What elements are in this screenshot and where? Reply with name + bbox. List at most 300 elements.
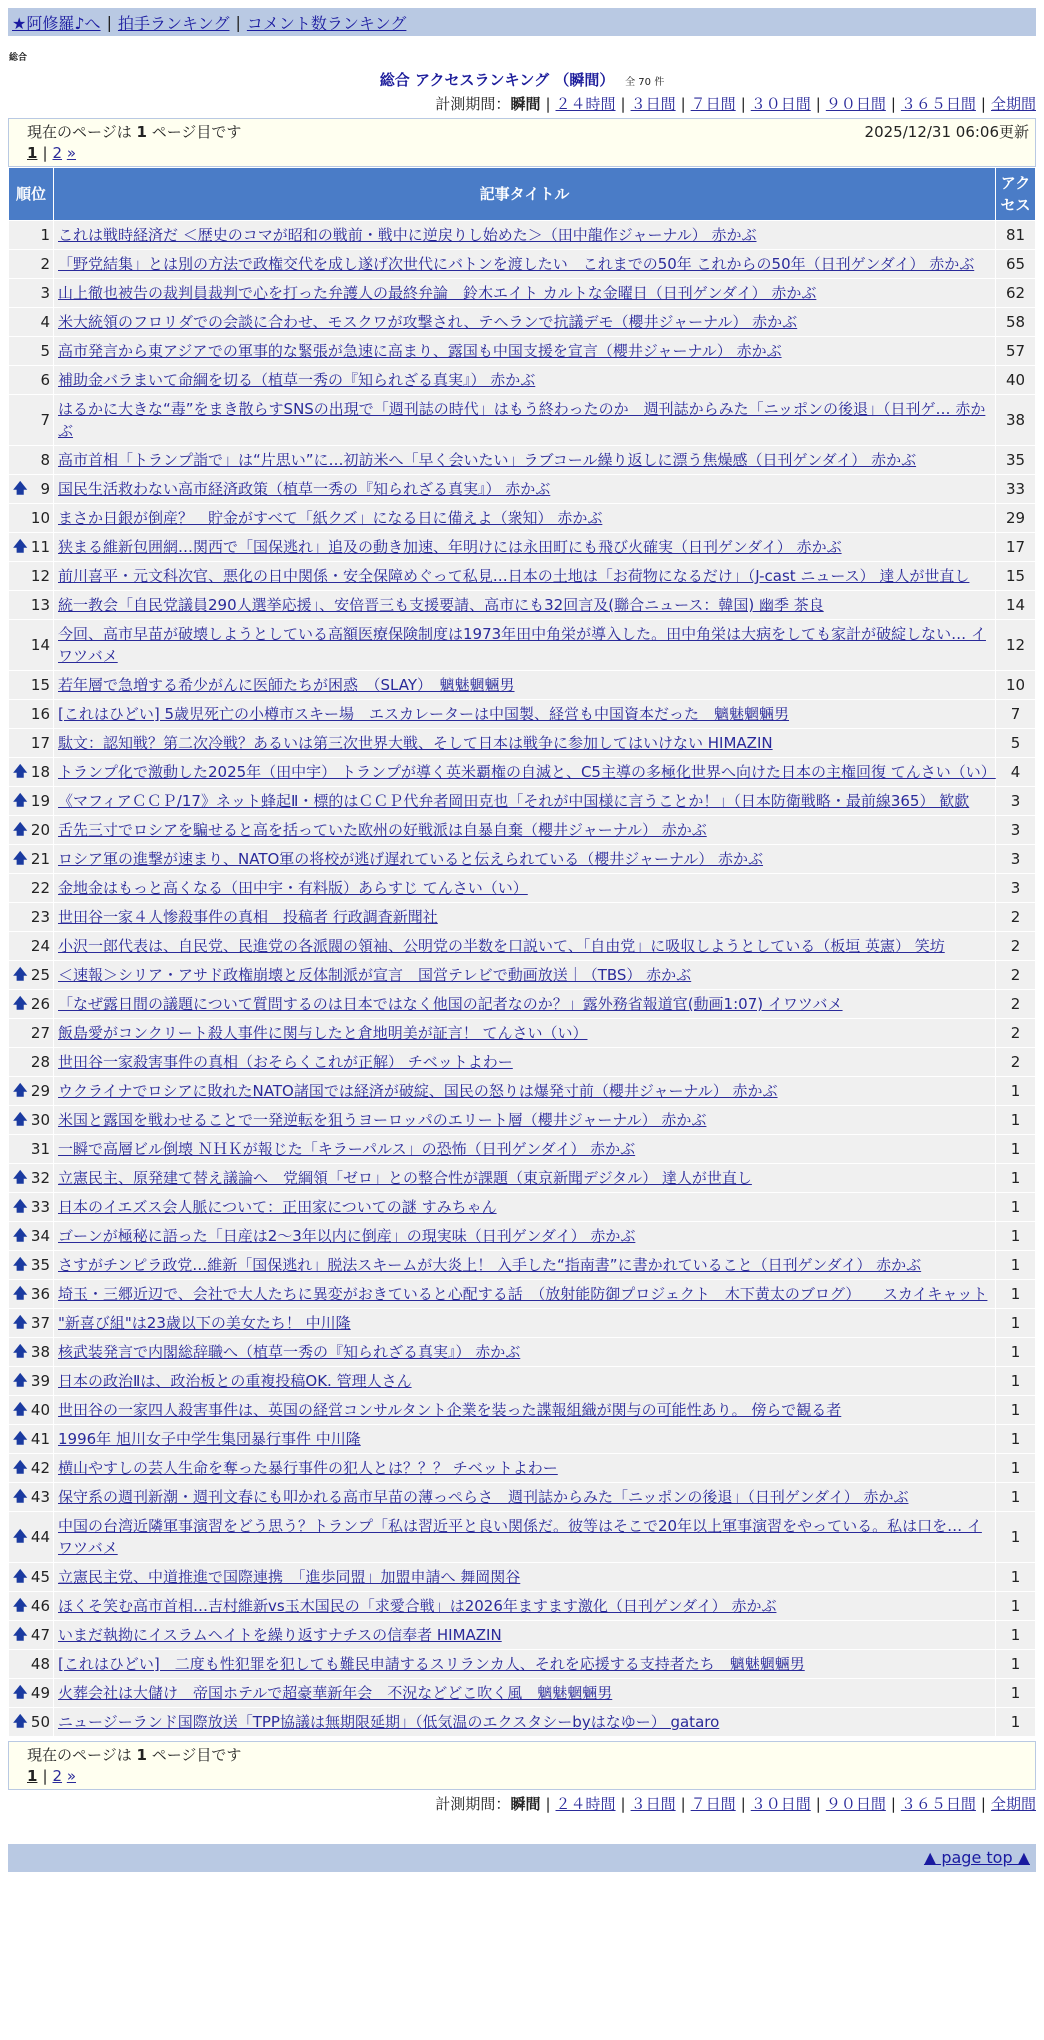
period-link[interactable]: ３６５日間 bbox=[900, 1795, 976, 1813]
article-link[interactable]: 飯島愛がコンクリート殺人事件に関与したと倉地明美が証言！ てんさい（い） bbox=[58, 1024, 588, 1042]
rank-number: 37 bbox=[30, 1314, 50, 1332]
title-cell bbox=[54, 221, 996, 250]
title-cell bbox=[54, 620, 996, 671]
table-row bbox=[9, 395, 1036, 446]
rank-cell bbox=[9, 591, 54, 620]
rank-cell bbox=[9, 1048, 54, 1077]
rank-number: 15 bbox=[30, 676, 50, 694]
title-cell bbox=[54, 1512, 996, 1563]
table-row bbox=[9, 1164, 1036, 1193]
access-count: 1 bbox=[996, 1512, 1036, 1563]
article-link[interactable]: [これはひどい] 5歳児死亡の小樽市スキー場 エスカレーターは中国製、経営も中国資本だった 魑魅魍魎男 bbox=[58, 705, 790, 723]
rank-number: 36 bbox=[30, 1285, 50, 1303]
title-cell bbox=[54, 758, 996, 787]
rank-up-arrow-icon: 🡅 bbox=[13, 764, 28, 780]
rank-cell bbox=[9, 1135, 54, 1164]
rank-cell bbox=[9, 1222, 54, 1251]
rank-number: 32 bbox=[30, 1169, 50, 1187]
table-row bbox=[9, 816, 1036, 845]
article-link[interactable]: 日本のイエズス会人脈について：正田家についての謎 すみちゃん bbox=[58, 1198, 497, 1216]
table-row bbox=[9, 990, 1036, 1019]
rank-number: 34 bbox=[30, 1227, 50, 1245]
article-link[interactable]: 狭まる維新包囲網…関西で「国保逃れ」追及の動き加速、年明けには永田町にも飛び火確実（日刊ゲンダイ） 赤かぶ bbox=[58, 538, 842, 556]
page-info-top bbox=[8, 118, 1036, 167]
rank-cell bbox=[9, 903, 54, 932]
rank-cell bbox=[9, 1251, 54, 1280]
rank-cell bbox=[9, 1309, 54, 1338]
access-count: 12 bbox=[996, 620, 1036, 671]
rank-up-arrow-icon: 🡅 bbox=[13, 1598, 28, 1614]
rank-up-arrow-icon: 🡅 bbox=[13, 1315, 28, 1331]
title-cell bbox=[54, 700, 996, 729]
access-count: 1 bbox=[996, 1454, 1036, 1483]
article-link[interactable]: まさか日銀が倒産？ 貯金がすべて「紙クズ」になる日に備えよ（衆知） 赤かぶ bbox=[58, 509, 603, 527]
article-link[interactable]: 金地金はもっと高くなる（田中宇・有料版）あらすじ てんさい（い） bbox=[58, 879, 528, 897]
title-cell bbox=[54, 1309, 996, 1338]
access-count: 3 bbox=[996, 874, 1036, 903]
period-separator: | bbox=[680, 95, 686, 113]
table-row bbox=[9, 1679, 1036, 1708]
rank-up-arrow-icon: 🡅 bbox=[13, 1714, 28, 1730]
period-separator: | bbox=[815, 95, 821, 113]
access-count: 58 bbox=[996, 308, 1036, 337]
access-count: 2 bbox=[996, 932, 1036, 961]
title-cell bbox=[54, 845, 996, 874]
article-link[interactable]: さすがチンピラ政党…維新「国保逃れ」脱法スキームが大炎上！ 入手した“指南書”に書かれていること（日刊ゲンダイ） 赤かぶ bbox=[58, 1256, 922, 1274]
rank-number: 26 bbox=[30, 995, 50, 1013]
title-cell bbox=[54, 874, 996, 903]
rank-number: 45 bbox=[30, 1568, 50, 1586]
rank-cell bbox=[9, 1621, 54, 1650]
article-link[interactable]: 米国と露国を戦わせることで一発逆転を狙うヨーロッパのエリート層（櫻井ジャーナル） 赤かぶ bbox=[58, 1111, 707, 1129]
period-selector-top bbox=[0, 93, 1044, 114]
article-link[interactable]: 保守系の週刊新潮・週刊文春にも叩かれる高市早苗の薄っぺらさ 週刊誌からみた「ニッポンの後退」（日刊ゲンダイ） 赤かぶ bbox=[58, 1488, 909, 1506]
page-text-suffix: ページ目です bbox=[151, 1746, 242, 1764]
title-cell bbox=[54, 308, 996, 337]
period-separator: | bbox=[980, 1795, 986, 1813]
rank-cell bbox=[9, 1454, 54, 1483]
rank-number: 48 bbox=[30, 1655, 50, 1673]
table-row bbox=[9, 1222, 1036, 1251]
table-row bbox=[9, 1483, 1036, 1512]
article-link[interactable]: 高市首相「トランプ詣で」は“片思い”に…初訪米へ「早く会いたい」ラブコール繰り返しに漂う焦燥感（日刊ゲンダイ） 赤かぶ bbox=[58, 451, 917, 469]
rank-number: 5 bbox=[40, 342, 50, 360]
article-link[interactable]: 1996年 旭川女子中学生集団暴行事件 中川隆 bbox=[58, 1430, 361, 1448]
article-link[interactable]: 世田谷一家４人惨殺事件の真相 投稿者 行政調査新聞社 bbox=[58, 908, 438, 926]
title-cell bbox=[54, 1650, 996, 1679]
title-cell bbox=[54, 816, 996, 845]
access-count: 2 bbox=[996, 961, 1036, 990]
rank-number: 20 bbox=[30, 821, 50, 839]
title-cell bbox=[54, 504, 996, 533]
page-top-link[interactable]: ▲ page top ▲ bbox=[923, 1848, 1030, 1867]
rank-number: 12 bbox=[30, 567, 50, 585]
col-title-header: 記事タイトル bbox=[54, 168, 996, 221]
rank-cell bbox=[9, 700, 54, 729]
ranking-header bbox=[0, 69, 1044, 90]
title-cell bbox=[54, 562, 996, 591]
rank-cell bbox=[9, 758, 54, 787]
period-link[interactable]: ３６５日間 bbox=[900, 95, 976, 113]
article-link[interactable]: 横山やすしの芸人生命を奪った暴行事件の犯人とは？？？ チベットよわー bbox=[58, 1459, 558, 1477]
table-row bbox=[9, 903, 1036, 932]
page-number: 1 bbox=[136, 1746, 147, 1764]
access-count: 2 bbox=[996, 990, 1036, 1019]
rank-cell bbox=[9, 279, 54, 308]
article-link[interactable]: 駄文：認知戦？第二次冷戦？あるいは第三次世界大戦、そして日本は戦争に参加してはいけない HIMAZIN bbox=[58, 734, 773, 752]
article-link[interactable]: 埼玉・三郷近辺で、会社で大人たちに異変がおきていると心配する話 （放射能防御プロジェクト 木下黄太のブログ） スカイキャット bbox=[58, 1285, 988, 1303]
rank-number: 8 bbox=[40, 451, 50, 469]
table-row bbox=[9, 729, 1036, 758]
rank-number: 2 bbox=[40, 255, 50, 273]
rank-cell bbox=[9, 729, 54, 758]
clap-ranking-link[interactable]: 拍手ランキング bbox=[117, 13, 230, 33]
article-link[interactable]: 若年層で急増する希少がんに医師たちが困惑 （SLAY） 魑魅魍魎男 bbox=[58, 676, 515, 694]
page-number: 1 bbox=[136, 123, 147, 141]
article-link[interactable]: 国民生活救わない高市経済政策（植草一秀の『知られざる真実』） 赤かぶ bbox=[58, 480, 551, 498]
table-row bbox=[9, 1193, 1036, 1222]
article-link[interactable]: 世田谷一家殺害事件の真相（おそらくこれが正解） チベットよわー bbox=[58, 1053, 513, 1071]
pagination-separator: | bbox=[42, 144, 48, 162]
article-link[interactable]: 「なぜ露日間の議題について質問するのは日本ではなく他国の記者なのか？」露外務省報道官(動画1:07) イワツバメ bbox=[58, 995, 843, 1013]
period-link[interactable]: ３日間 bbox=[630, 95, 676, 113]
article-link[interactable]: 高市発言から東アジアでの軍事的な緊張が急速に高まり、露国も中国支援を宣言（櫻井ジャーナル） 赤かぶ bbox=[58, 342, 782, 360]
table-row bbox=[9, 1338, 1036, 1367]
access-count: 1 bbox=[996, 1135, 1036, 1164]
rank-up-arrow-icon: 🡅 bbox=[13, 1286, 28, 1302]
pagination-page-2[interactable]: 2 bbox=[52, 144, 63, 162]
rank-number: 22 bbox=[30, 879, 50, 897]
table-row bbox=[9, 1454, 1036, 1483]
title-cell bbox=[54, 533, 996, 562]
current-page-text bbox=[27, 121, 241, 142]
article-link[interactable]: 補助金バラまいて命綱を切る（植草一秀の『知られざる真実』） 赤かぶ bbox=[58, 371, 536, 389]
rank-up-arrow-icon: 🡅 bbox=[13, 1170, 28, 1186]
title-cell bbox=[54, 1425, 996, 1454]
period-label: 計測期間： bbox=[435, 1795, 511, 1813]
rank-number: 33 bbox=[30, 1198, 50, 1216]
title-cell bbox=[54, 1251, 996, 1280]
rank-cell bbox=[9, 874, 54, 903]
period-link[interactable]: ７日間 bbox=[690, 95, 736, 113]
period-separator: | bbox=[680, 1795, 686, 1813]
article-link[interactable]: 核武装発言で内閣総辞職へ（植草一秀の『知られざる真実』） 赤かぶ bbox=[58, 1343, 521, 1361]
access-count: 65 bbox=[996, 250, 1036, 279]
article-link[interactable]: ゴーンが極秘に語った「日産は2～3年以内に倒産」の現実味（日刊ゲンダイ） 赤かぶ bbox=[58, 1227, 636, 1245]
period-separator: | bbox=[740, 1795, 746, 1813]
access-count: 57 bbox=[996, 337, 1036, 366]
rank-number: 50 bbox=[30, 1713, 50, 1731]
pagination-next[interactable]: » bbox=[66, 1767, 77, 1785]
title-cell bbox=[54, 279, 996, 308]
table-row bbox=[9, 279, 1036, 308]
article-link[interactable]: これは戦時経済だ ＜歴史のコマが昭和の戦前・戦中に逆戻りし始めた＞（田中龍作ジャーナル） 赤かぶ bbox=[58, 226, 757, 244]
article-link[interactable]: 世田谷の一家四人殺害事件は、英国の経営コンサルタント企業を装った諜報組織が関与の可能性あり。 傍らで観る者 bbox=[58, 1401, 842, 1419]
access-count: 29 bbox=[996, 504, 1036, 533]
rank-number: 9 bbox=[40, 480, 50, 498]
access-count: 3 bbox=[996, 845, 1036, 874]
article-link[interactable]: [これはひどい] 二度も性犯罪を犯しても難民申請するスリランカ人、それを応援する支持者たち 魑魅魍魎男 bbox=[58, 1655, 805, 1673]
article-link[interactable]: "新喜び組"は23歳以下の美女たち！ 中川隆 bbox=[58, 1314, 351, 1332]
rank-cell bbox=[9, 620, 54, 671]
table-header-row bbox=[9, 168, 1036, 221]
table-row bbox=[9, 845, 1036, 874]
table-row bbox=[9, 250, 1036, 279]
access-count: 2 bbox=[996, 903, 1036, 932]
period-separator: | bbox=[620, 1795, 626, 1813]
rank-number: 44 bbox=[30, 1528, 50, 1546]
rank-cell bbox=[9, 366, 54, 395]
rank-cell bbox=[9, 671, 54, 700]
rank-up-arrow-icon: 🡅 bbox=[13, 1685, 28, 1701]
rank-number: 35 bbox=[30, 1256, 50, 1274]
rank-number: 4 bbox=[40, 313, 50, 331]
rank-cell bbox=[9, 308, 54, 337]
rank-number: 16 bbox=[30, 705, 50, 723]
page-status-row bbox=[27, 121, 1029, 142]
top-nav bbox=[8, 8, 1036, 36]
article-link[interactable]: いまだ執拗にイスラムヘイトを繰り返すナチスの信奉者 HIMAZIN bbox=[58, 1626, 502, 1644]
table-row bbox=[9, 366, 1036, 395]
access-count: 1 bbox=[996, 1077, 1036, 1106]
page-text-prefix: 現在のページは bbox=[27, 123, 132, 141]
table-row bbox=[9, 308, 1036, 337]
comment-ranking-link[interactable]: コメント数ランキング bbox=[246, 13, 407, 33]
period-separator: | bbox=[890, 95, 896, 113]
table-row bbox=[9, 874, 1036, 903]
rank-cell bbox=[9, 845, 54, 874]
access-count: 1 bbox=[996, 1679, 1036, 1708]
period-link[interactable]: ２４時間 bbox=[555, 95, 616, 113]
period-link[interactable]: 全期間 bbox=[990, 1795, 1036, 1813]
title-cell bbox=[54, 1106, 996, 1135]
period-link[interactable]: ７日間 bbox=[690, 1795, 736, 1813]
article-link[interactable]: ＜速報＞シリア・アサド政権崩壊と反体制派が宣言 国営テレビで動画放送｜（TBS） 赤かぶ bbox=[58, 966, 692, 984]
article-link[interactable]: 日本の政治Ⅱは、政治板との重複投稿OK. 管理人さん bbox=[58, 1372, 412, 1390]
table-row bbox=[9, 787, 1036, 816]
article-link[interactable]: 統一教会「自民党議員290人選挙応援」、安倍晋三も支援要請、高市にも32回言及(聯合ニュース：韓国) 幽季 茶良 bbox=[58, 596, 824, 614]
rank-number: 24 bbox=[30, 937, 50, 955]
pagination-separator: | bbox=[42, 1767, 48, 1785]
table-row bbox=[9, 700, 1036, 729]
rank-up-arrow-icon: 🡅 bbox=[13, 539, 28, 555]
pagination-page-2[interactable]: 2 bbox=[52, 1767, 63, 1785]
rank-number: 46 bbox=[30, 1597, 50, 1615]
rank-cell bbox=[9, 1512, 54, 1563]
rank-cell bbox=[9, 990, 54, 1019]
table-row bbox=[9, 1019, 1036, 1048]
rank-number: 40 bbox=[30, 1401, 50, 1419]
rank-cell bbox=[9, 1483, 54, 1512]
article-link[interactable]: トランプ化で激動した2025年（田中宇） トランプが導く英米覇権の自滅と、C5主導の多極化世界へ向けた日本の主権回復 てんさい（い） bbox=[58, 763, 996, 781]
article-link[interactable]: ニュージーランド国際放送「TPP協議は無期限延期」（低気温のエクスタシーbyはなゆー） gataro bbox=[58, 1713, 720, 1731]
rank-up-arrow-icon: 🡅 bbox=[13, 1257, 28, 1273]
title-cell bbox=[54, 337, 996, 366]
article-link[interactable]: 一瞬で高層ビル倒壊 ＮＨＫが報じた「キラーパルス」の恐怖（日刊ゲンダイ） 赤かぶ bbox=[58, 1140, 636, 1158]
rank-number: 18 bbox=[30, 763, 50, 781]
rank-up-arrow-icon: 🡅 bbox=[13, 1228, 28, 1244]
title-cell bbox=[54, 395, 996, 446]
title-cell bbox=[54, 250, 996, 279]
table-row bbox=[9, 932, 1036, 961]
title-cell bbox=[54, 1708, 996, 1737]
rank-up-arrow-icon: 🡅 bbox=[13, 967, 28, 983]
article-link[interactable]: 今回、高市早苗が破壊しようとしている高額医療保険制度は1973年田中角栄が導入した。田中角栄は大病をしても家計が破綻しない… イワツバメ bbox=[58, 625, 986, 665]
title-cell bbox=[54, 1621, 996, 1650]
period-link[interactable]: ９０日間 bbox=[825, 1795, 886, 1813]
rank-up-arrow-icon: 🡅 bbox=[13, 1083, 28, 1099]
table-row bbox=[9, 1135, 1036, 1164]
rank-number: 11 bbox=[30, 538, 50, 556]
rank-number: 6 bbox=[40, 371, 50, 389]
article-link[interactable]: 立憲民主党、中道推進で国際連携 「進歩同盟」加盟申請へ 舞岡関谷 bbox=[58, 1568, 521, 1586]
article-link[interactable]: 米大統領のフロリダでの会談に合わせ、モスクワが攻撃され、テヘランで抗議デモ（櫻井ジャーナル） 赤かぶ bbox=[58, 313, 798, 331]
rank-cell bbox=[9, 1019, 54, 1048]
table-row bbox=[9, 1077, 1036, 1106]
rank-cell bbox=[9, 1164, 54, 1193]
access-count: 81 bbox=[996, 221, 1036, 250]
rank-up-arrow-icon: 🡅 bbox=[13, 996, 28, 1012]
rank-up-arrow-icon: 🡅 bbox=[13, 1460, 28, 1476]
rank-cell bbox=[9, 337, 54, 366]
rank-cell bbox=[9, 1563, 54, 1592]
rank-number: 38 bbox=[30, 1343, 50, 1361]
rank-number: 19 bbox=[30, 792, 50, 810]
access-count: 1 bbox=[996, 1367, 1036, 1396]
table-row bbox=[9, 221, 1036, 250]
table-row bbox=[9, 1280, 1036, 1309]
period-link[interactable]: ３０日間 bbox=[750, 95, 811, 113]
title-cell bbox=[54, 1077, 996, 1106]
period-link[interactable]: 全期間 bbox=[990, 95, 1036, 113]
rank-cell bbox=[9, 1338, 54, 1367]
access-count: 38 bbox=[996, 395, 1036, 446]
table-row bbox=[9, 1396, 1036, 1425]
rank-cell bbox=[9, 1396, 54, 1425]
rank-number: 23 bbox=[30, 908, 50, 926]
pagination-current: 1 bbox=[27, 144, 38, 162]
rank-cell bbox=[9, 1708, 54, 1737]
table-row bbox=[9, 1106, 1036, 1135]
rank-up-arrow-icon: 🡅 bbox=[13, 793, 28, 809]
total-count: 全 70 件 bbox=[625, 77, 665, 88]
title-cell bbox=[54, 932, 996, 961]
rank-number: 42 bbox=[30, 1459, 50, 1477]
access-count: 1 bbox=[996, 1425, 1036, 1454]
title-cell bbox=[54, 1048, 996, 1077]
title-cell bbox=[54, 1019, 996, 1048]
rank-cell bbox=[9, 1077, 54, 1106]
article-link[interactable]: はるかに大きな“毒”をまき散らすSNSの出現で「週刊誌の時代」はもう終わったのか 週刊誌からみた「ニッポンの後退」（日刊ゲ… 赤かぶ bbox=[58, 400, 986, 440]
rank-number: 1 bbox=[40, 226, 50, 244]
article-link[interactable]: 「野党結集」とは別の方法で政権交代を成し遂げ次世代にバトンを渡したい これまでの50年 これからの50年（日刊ゲンダイ） 赤かぶ bbox=[58, 255, 975, 273]
access-count: 1 bbox=[996, 1708, 1036, 1737]
access-count: 1 bbox=[996, 1222, 1036, 1251]
access-count: 1 bbox=[996, 1164, 1036, 1193]
title-cell bbox=[54, 1396, 996, 1425]
article-link[interactable]: 立憲民主、原発建て替え議論へ 党綱領「ゼロ」との整合性が課題（東京新聞デジタル） 達人が世直し bbox=[58, 1169, 752, 1187]
col-count-header: アクセス bbox=[996, 168, 1036, 221]
access-count: 33 bbox=[996, 475, 1036, 504]
rank-number: 29 bbox=[30, 1082, 50, 1100]
period-link[interactable]: ９０日間 bbox=[825, 95, 886, 113]
table-row bbox=[9, 446, 1036, 475]
access-count: 14 bbox=[996, 591, 1036, 620]
rank-number: 17 bbox=[30, 734, 50, 752]
access-count: 7 bbox=[996, 700, 1036, 729]
access-count: 2 bbox=[996, 1048, 1036, 1077]
rank-cell bbox=[9, 221, 54, 250]
article-link[interactable]: ウクライナでロシアに敗れたNATO諸国では経済が破綻、国民の怒りは爆発寸前（櫻井ジャーナル） 赤かぶ bbox=[58, 1082, 778, 1100]
article-link[interactable]: 山上徹也被告の裁判員裁判で心を打った弁護人の最終弁論 鈴木エイト カルトな金曜日（日刊ゲンダイ） 赤かぶ bbox=[58, 284, 817, 302]
table-row bbox=[9, 337, 1036, 366]
table-row bbox=[9, 533, 1036, 562]
rank-number: 39 bbox=[30, 1372, 50, 1390]
access-count: 1 bbox=[996, 1338, 1036, 1367]
access-count: 62 bbox=[996, 279, 1036, 308]
article-link[interactable]: ほくそ笑む高市首相…吉村維新vs玉木国民の「求愛合戦」は2026年ますます激化（日刊ゲンダイ） 赤かぶ bbox=[58, 1597, 777, 1615]
title-cell bbox=[54, 1367, 996, 1396]
rank-cell bbox=[9, 1592, 54, 1621]
period-current: 瞬間 bbox=[510, 95, 541, 113]
table-row bbox=[9, 1592, 1036, 1621]
table-row bbox=[9, 620, 1036, 671]
title-cell bbox=[54, 787, 996, 816]
rank-cell bbox=[9, 1106, 54, 1135]
period-link[interactable]: ２４時間 bbox=[555, 1795, 616, 1813]
article-link[interactable]: 中国の台湾近隣軍事演習をどう思う？トランプ「私は習近平と良い関係だ。彼等はそこで20年以上軍事演習をやっている。私は口を… イワツバメ bbox=[58, 1517, 982, 1557]
access-count: 40 bbox=[996, 366, 1036, 395]
page-text-suffix: ページ目です bbox=[151, 123, 242, 141]
rank-cell bbox=[9, 1679, 54, 1708]
article-link[interactable]: 前川喜平・元文科次官、悪化の日中関係・安全保障めぐって私見…日本の土地は「お荷物になるだけ」（J-cast ニュース） 達人が世直し bbox=[58, 567, 970, 585]
pagination-next[interactable]: » bbox=[66, 144, 77, 162]
title-cell bbox=[54, 1592, 996, 1621]
article-link[interactable]: 火葬会社は大儲け 帝国ホテルで超豪華新年会 不況などどこ吹く風 魑魅魍魎男 bbox=[58, 1684, 613, 1702]
rank-number: 49 bbox=[30, 1684, 50, 1702]
period-link[interactable]: ３日間 bbox=[630, 1795, 676, 1813]
title-cell bbox=[54, 1222, 996, 1251]
home-link[interactable]: ★阿修羅♪へ bbox=[12, 13, 101, 33]
title-cell bbox=[54, 903, 996, 932]
access-count: 1 bbox=[996, 1650, 1036, 1679]
article-link[interactable]: ロシア軍の進撃が速まり、NATO軍の将校が逃げ遅れていると伝えられている（櫻井ジャーナル） 赤かぶ bbox=[58, 850, 764, 868]
title-cell bbox=[54, 366, 996, 395]
rank-number: 3 bbox=[40, 284, 50, 302]
rank-up-arrow-icon: 🡅 bbox=[13, 481, 28, 497]
access-count: 1 bbox=[996, 1396, 1036, 1425]
rank-cell bbox=[9, 250, 54, 279]
table-row bbox=[9, 758, 1036, 787]
rank-number: 7 bbox=[40, 411, 50, 429]
page-info-bottom bbox=[8, 1741, 1036, 1790]
title-cell bbox=[54, 671, 996, 700]
title-cell bbox=[54, 961, 996, 990]
rank-number: 27 bbox=[30, 1024, 50, 1042]
access-count: 17 bbox=[996, 533, 1036, 562]
article-link[interactable]: 《マフィアＣＣＰ/17》ネット蜂起Ⅱ・標的はＣＣＰ代弁者岡田克也「それが中国様に言うことか！」（日本防衛戦略・最前線365） 歓歔 bbox=[58, 792, 970, 810]
article-link[interactable]: 舌先三寸でロシアを騙せると高を括っていた欧州の好戦派は自暴自棄（櫻井ジャーナル） 赤かぶ bbox=[58, 821, 707, 839]
rank-cell bbox=[9, 395, 54, 446]
rank-number: 31 bbox=[30, 1140, 50, 1158]
period-link[interactable]: ３０日間 bbox=[750, 1795, 811, 1813]
rank-up-arrow-icon: 🡅 bbox=[13, 1112, 28, 1128]
table-row bbox=[9, 671, 1036, 700]
article-link[interactable]: 小沢一郎代表は、自民党、民進党の各派閥の領袖、公明党の半数を口説いて、「自由党」に吸収しようとしている（板垣 英憲） 笑坊 bbox=[58, 937, 945, 955]
rank-cell bbox=[9, 475, 54, 504]
rank-cell bbox=[9, 504, 54, 533]
title-cell bbox=[54, 1164, 996, 1193]
